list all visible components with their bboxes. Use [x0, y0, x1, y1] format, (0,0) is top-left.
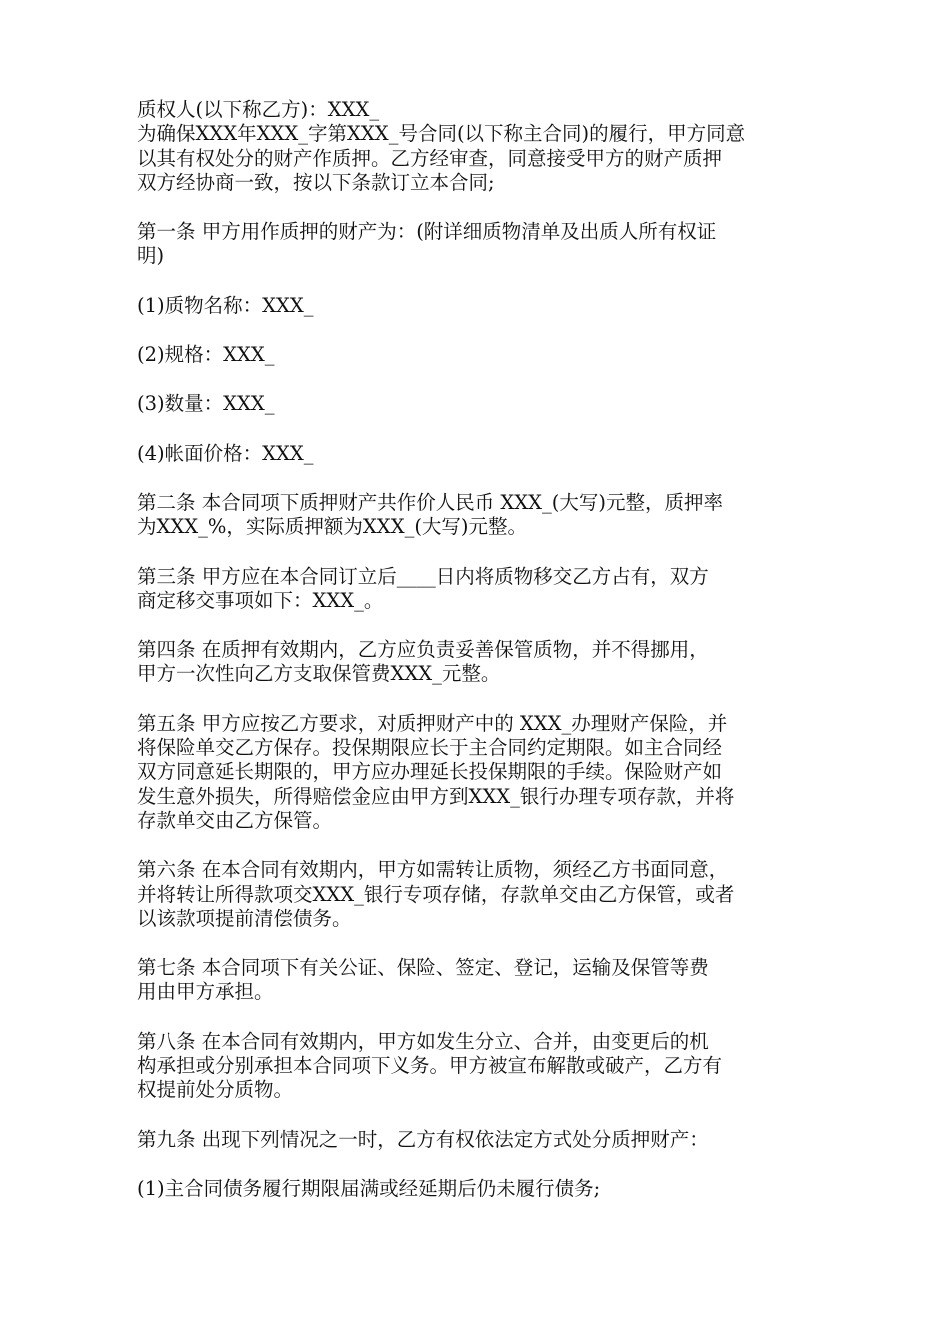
- contract-paragraph: [137, 565, 830, 614]
- paragraph-line: (1)主合同债务履行期限届满或经延期后仍未履行债务;: [137, 1176, 601, 1200]
- paragraph-line: 以该款项提前清偿债务。: [137, 906, 352, 930]
- paragraph-line: 双方经协商一致，按以下条款订立本合同;: [137, 170, 495, 194]
- paragraph-line: 第三条 甲方应在本合同订立后____日内将质物移交乙方占有，双方: [137, 564, 709, 588]
- paragraph-gap: [137, 833, 830, 858]
- paragraph-gap: [137, 318, 830, 343]
- paragraph-line: 发生意外损失，所得赔偿金应由甲方到XXX_银行办理专项存款，并将: [137, 784, 735, 808]
- paragraph-line: 甲方一次性向乙方支取保管费XXX_元整。: [137, 662, 501, 686]
- paragraph-gap: [137, 367, 830, 392]
- contract-paragraph: [137, 343, 830, 367]
- paragraph-gap: [137, 540, 830, 565]
- paragraph-line: (3)数量：XXX_: [137, 392, 275, 416]
- paragraph-line: 将保险单交乙方保存。投保期限应长于主合同约定期限。如主合同经: [137, 736, 723, 760]
- paragraph-line: 权提前处分质物。: [137, 1078, 294, 1102]
- contract-paragraph: [137, 491, 830, 540]
- contract-paragraph: [137, 1177, 830, 1201]
- contract-paragraph: [137, 98, 830, 195]
- paragraph-line: 质权人(以下称乙方)：XXX_: [137, 98, 380, 121]
- paragraph-gap: [137, 1005, 830, 1030]
- paragraph-line: 第五条 甲方应按乙方要求，对质押财产中的 XXX_办理财产保险，并: [137, 711, 728, 735]
- paragraph-line: 存款单交由乙方保管。: [137, 808, 333, 832]
- paragraph-line: (4)帐面价格：XXX_: [137, 441, 314, 465]
- paragraph-line: (1)质物名称：XXX_: [137, 293, 314, 317]
- paragraph-line: 第八条 在本合同有效期内，甲方如发生分立、合并，由变更后的机: [137, 1029, 709, 1053]
- paragraph-line: (2)规格：XXX_: [137, 343, 275, 367]
- paragraph-gap: [137, 931, 830, 956]
- paragraph-gap: [137, 1103, 830, 1128]
- contract-paragraph: [137, 294, 830, 318]
- paragraph-line: 第四条 在质押有效期内，乙方应负责妥善保管质物，并不得挪用，: [137, 638, 709, 662]
- paragraph-line: 第二条 本合同项下质押财产共作价人民币 XXX_(大写)元整，质押率: [137, 490, 724, 514]
- contract-paragraph: [137, 956, 830, 1005]
- paragraph-line: 为确保XXX年XXX_字第XXX_号合同(以下称主合同)的履行，甲方同意: [137, 122, 746, 146]
- paragraph-line: 第九条 出现下列情况之一时，乙方有权依法定方式处分质押财产：: [137, 1127, 709, 1151]
- contract-paragraph: [137, 1128, 830, 1152]
- paragraph-line: 商定移交事项如下：XXX_。: [137, 588, 384, 612]
- paragraph-gap: [137, 417, 830, 442]
- paragraph-gap: [137, 1152, 830, 1177]
- paragraph-gap: [137, 687, 830, 712]
- contract-paragraph: [137, 220, 830, 269]
- paragraph-gap: [137, 195, 830, 220]
- contract-paragraph: [137, 1030, 830, 1103]
- paragraph-line: 并将转让所得款项交XXX_银行专项存储，存款单交由乙方保管，或者: [137, 882, 735, 906]
- paragraph-line: 明): [137, 244, 165, 268]
- paragraph-line: 双方同意延长期限的，甲方应办理延长投保期限的手续。保险财产如: [137, 760, 723, 784]
- contract-body-text: [137, 98, 830, 1201]
- contract-paragraph: [137, 392, 830, 416]
- paragraph-gap: [137, 466, 830, 491]
- paragraph-line: 为XXX_%，实际质押额为XXX_(大写)元整。: [137, 515, 528, 539]
- paragraph-line: 用由甲方承担。: [137, 980, 274, 1004]
- paragraph-line: 第六条 在本合同有效期内，甲方如需转让质物，须经乙方书面同意，: [137, 858, 729, 882]
- paragraph-gap: [137, 613, 830, 638]
- paragraph-line: 以其有权处分的财产作质押。乙方经审查，同意接受甲方的财产质押: [137, 146, 723, 170]
- paragraph-gap: [137, 269, 830, 294]
- paragraph-line: 第七条 本合同项下有关公证、保险、签定、登记，运输及保管等费: [137, 956, 709, 980]
- contract-paragraph: [137, 638, 830, 687]
- contract-paragraph: [137, 442, 830, 466]
- paragraph-line: 构承担或分别承担本合同项下义务。甲方被宣布解散或破产，乙方有: [137, 1054, 723, 1078]
- contract-paragraph: [137, 712, 830, 833]
- paragraph-line: 第一条 甲方用作质押的财产为：(附详细质物清单及出质人所有权证: [137, 220, 717, 244]
- contract-paragraph: [137, 858, 830, 931]
